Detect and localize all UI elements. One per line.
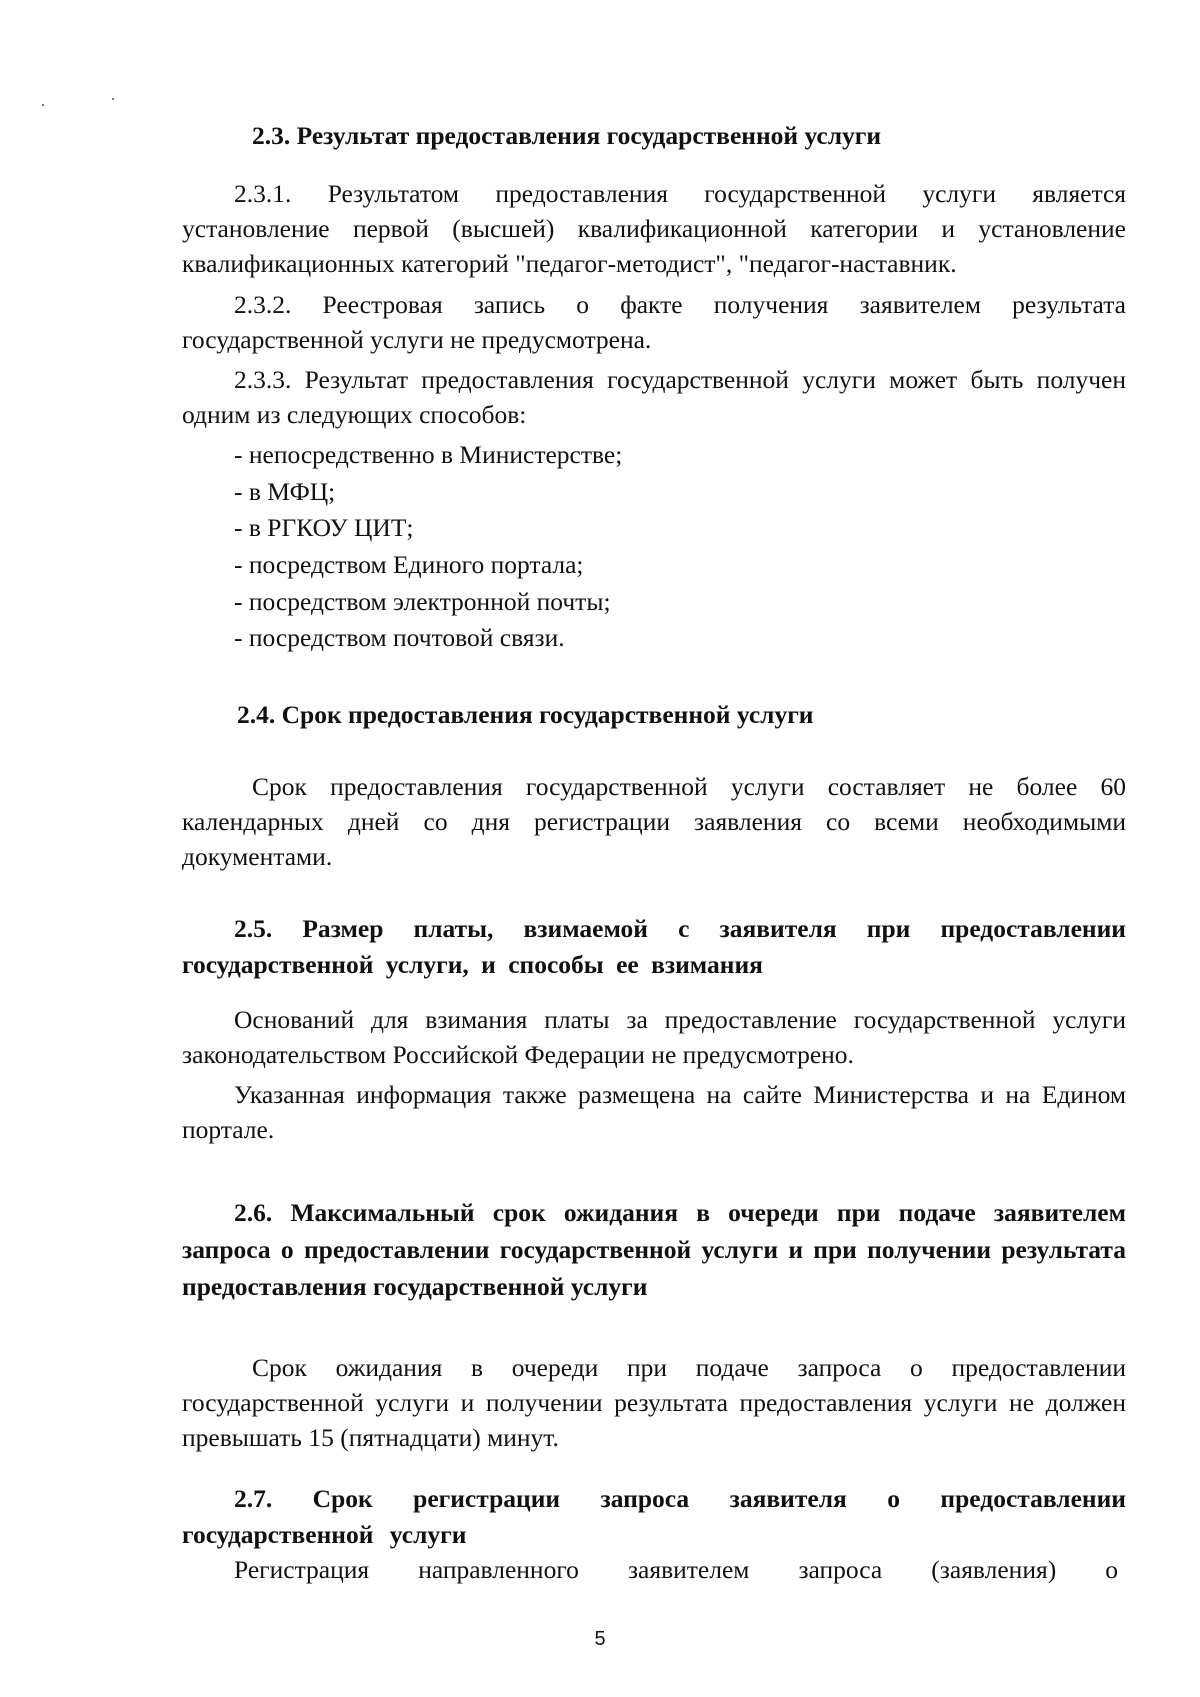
list-item: - посредством электронной почты;	[234, 587, 611, 616]
list-item: - в РГКОУ ЦИТ;	[234, 513, 414, 542]
paragraph-2-3-3: 2.3.3. Результат предоставления государственной услуги может быть получен одним из следующих способов:	[182, 365, 1126, 429]
paragraph-2-5-2: Указанная информация также размещена на сайте Министерства и на Едином портале.	[182, 1080, 1126, 1144]
paragraph-2-6: Срок ожидания в очереди при подаче запроса о предоставлении государственной услуги и получении результата предоставления услуги не должен превышать 15 (пятнадцати) минут.	[182, 1353, 1126, 1452]
paragraph-2-3-1: 2.3.1. Результатом предоставления государственной услуги является установление первой (высшей) квалификационной категории и установление квалификационных категорий "педагог-методист", "педагог-наставник.	[182, 179, 1126, 278]
list-item: - в МФЦ;	[234, 477, 336, 506]
scan-speck	[112, 98, 114, 100]
heading-2-6: 2.6. Максимальный срок ожидания в очереди при подаче заявителем запроса о предоставлении государственной услуги и при получении результата предоставления государственной услуги	[182, 1198, 1126, 1301]
heading-2-3: 2.3. Результат предоставления государственной услуги	[252, 121, 882, 150]
page-number: 5	[594, 1628, 606, 1650]
heading-2-4: 2.4. Срок предоставления государственной услуги	[237, 700, 814, 729]
paragraph-2-4: Срок предоставления государственной услуги составляет не более 60 календарных дней со дня регистрации заявления со всеми необходимыми документами.	[182, 772, 1126, 871]
list-item: - посредством почтовой связи.	[234, 623, 565, 652]
list-item: - посредством Единого портала;	[234, 550, 584, 579]
paragraph-2-3-2: 2.3.2. Реестровая запись о факте получения заявителем результата государственной услуги не предусмотрена.	[182, 290, 1126, 354]
paragraph-2-5-1: Оснований для взимания платы за предоставление государственной услуги законодательством Российской Федерации не предусмотрено.	[182, 1005, 1126, 1069]
paragraph-2-7-start: Регистрация направленного заявителем запроса (заявления) о	[234, 1555, 1118, 1584]
scan-speck	[42, 104, 44, 106]
heading-2-7: 2.7. Срок регистрации запроса заявителя о предоставлении государственной услуги	[182, 1484, 1126, 1549]
list-item: - непосредственно в Министерстве;	[234, 440, 623, 469]
heading-2-5: 2.5. Размер платы, взимаемой с заявителя при предоставлении государственной услуги, и способы ее взимания	[182, 914, 1126, 979]
